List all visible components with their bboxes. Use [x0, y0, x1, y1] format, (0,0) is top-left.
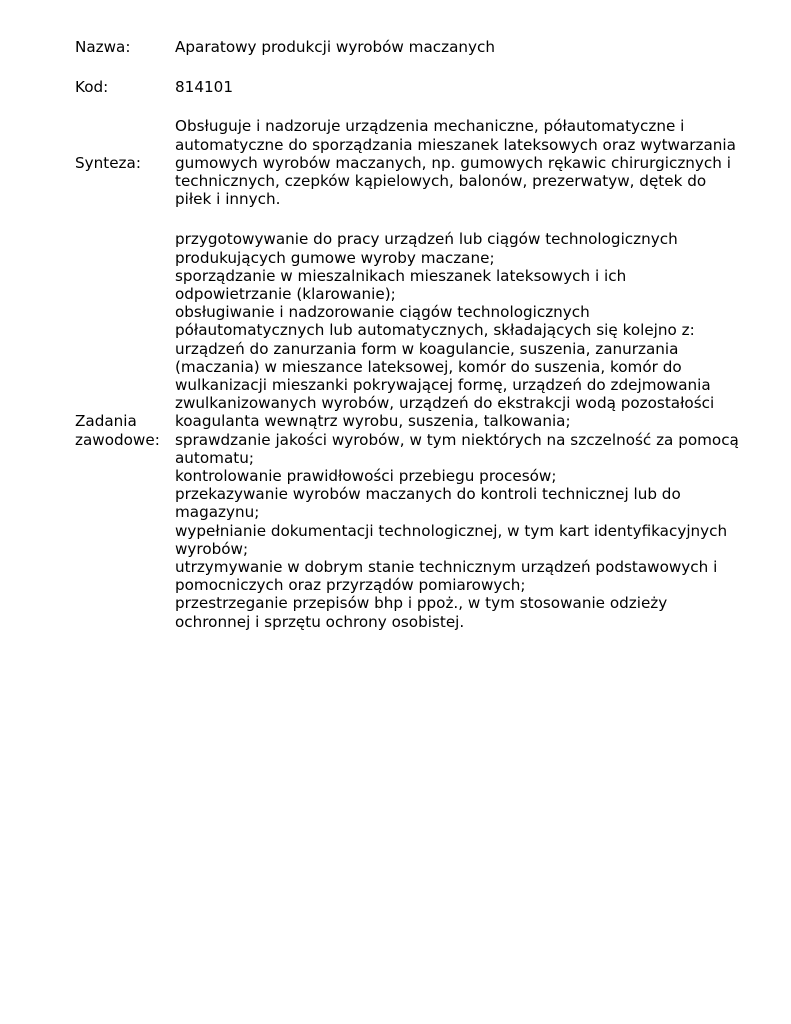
tasks-row: [75, 230, 765, 630]
code-value: 814101: [175, 77, 233, 96]
name-label: Nazwa:: [75, 38, 131, 56]
tasks-line: pomocniczych oraz przyrządów pomiarowych;: [175, 576, 526, 595]
tasks-line: urządzeń do zanurzania form w koagulancie, suszenia, zanurzania: [175, 339, 679, 358]
tasks-line: (maczania) w mieszance lateksowej, komór do suszenia, komór do: [175, 357, 682, 376]
tasks-line: przygotowywanie do pracy urządzeń lub ciągów technologicznych: [175, 230, 678, 249]
tasks-text: [175, 230, 765, 630]
tasks-line: wypełnianie dokumentacji technologicznej, w tym kart identyfikacyjnych: [175, 521, 728, 540]
tasks-line: odpowietrzanie (klarowanie);: [175, 285, 396, 304]
tasks-line: ochronnej i sprzętu ochrony osobistej.: [175, 612, 465, 631]
synthesis-text: [175, 117, 765, 208]
tasks-line: kontrolowanie prawidłowości przebiegu procesów;: [175, 467, 557, 486]
tasks-line: sprawdzanie jakości wyrobów, w tym niektórych na szczelność za pomocą: [175, 430, 739, 449]
synthesis-label: Synteza:: [75, 153, 141, 172]
tasks-line: automatu;: [175, 448, 254, 467]
tasks-label-line: zawodowe:: [75, 430, 160, 449]
tasks-line: magazynu;: [175, 503, 260, 522]
tasks-line: zwulkanizowanych wyrobów, urządzeń do ekstrakcji wodą pozostałości: [175, 394, 715, 413]
tasks-line: obsługiwanie i nadzorowanie ciągów technologicznych: [175, 303, 590, 322]
code-row: [75, 78, 765, 96]
tasks-label: [75, 412, 175, 448]
tasks-line: półautomatycznych lub automatycznych, składających się kolejno z:: [175, 321, 695, 340]
synthesis-line: technicznych, czepków kąpielowych, balonów, prezerwatyw, dętek do: [175, 172, 707, 191]
name-row: [75, 38, 765, 56]
tasks-line: przestrzeganie przepisów bhp i ppoż., w tym stosowanie odzieży: [175, 594, 668, 613]
tasks-line: wulkanizacji mieszanki pokrywającej formę, urządzeń do zdejmowania: [175, 376, 711, 395]
synthesis-line: gumowych wyrobów maczanych, np. gumowych rękawic chirurgicznych i: [175, 153, 731, 172]
tasks-line: wyrobów;: [175, 539, 249, 558]
synthesis-line: Obsługuje i nadzoruje urządzenia mechaniczne, półautomatyczne i: [175, 117, 685, 136]
synthesis-line: piłek i innych.: [175, 190, 281, 209]
tasks-line: przekazywanie wyrobów maczanych do kontroli technicznej lub do: [175, 485, 681, 504]
name-value: Aparatowy produkcji wyrobów maczanych: [175, 38, 496, 56]
tasks-line: koagulanta wewnątrz wyrobu, suszenia, talkowania;: [175, 412, 571, 431]
tasks-line: sporządzanie w mieszalnikach mieszanek lateksowych i ich: [175, 266, 627, 285]
tasks-label-line: Zadania: [75, 412, 137, 431]
code-label: Kod:: [75, 77, 109, 96]
tasks-line: produkujących gumowe wyroby maczane;: [175, 248, 495, 267]
occupation-document: [75, 38, 765, 631]
synthesis-line: automatyczne do sporządzania mieszanek lateksowych oraz wytwarzania: [175, 135, 736, 154]
synthesis-row: [75, 117, 765, 208]
tasks-line: utrzymywanie w dobrym stanie technicznym urządzeń podstawowych i: [175, 558, 718, 577]
